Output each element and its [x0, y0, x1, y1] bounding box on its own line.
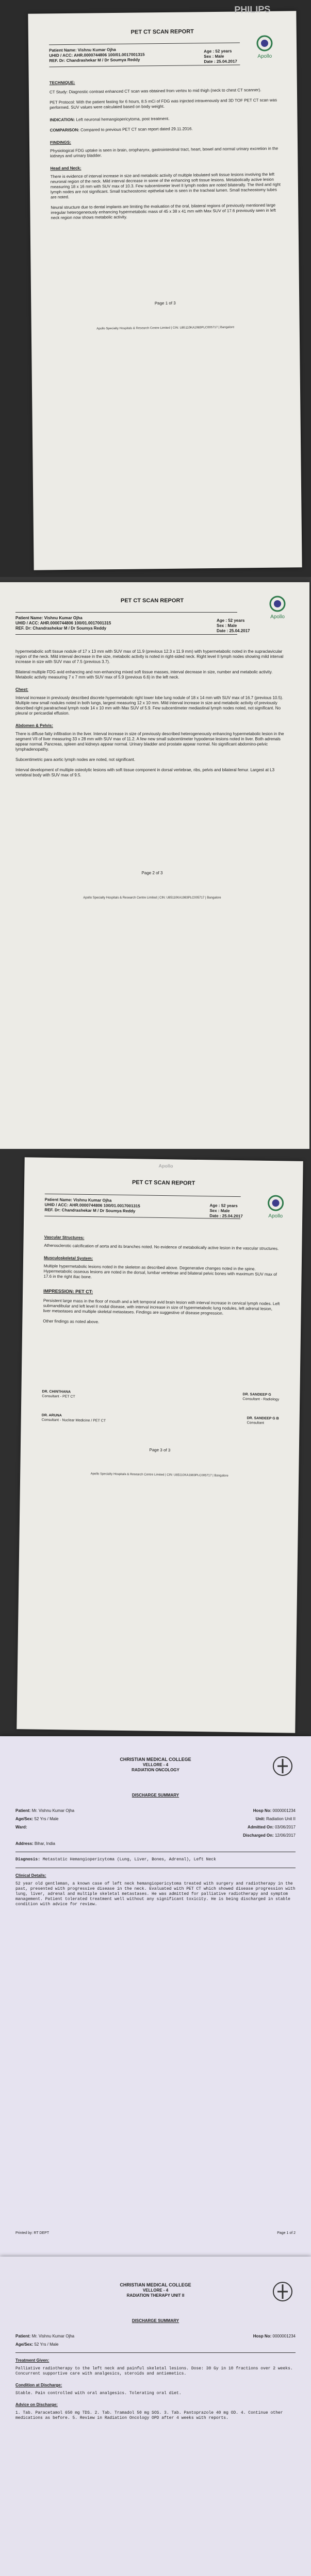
footer-left: Printed by: RT DEPT [15, 2231, 50, 2235]
hospital-place: VELLORE - 4 [142, 1762, 169, 1767]
svg-text:Apollo: Apollo [268, 1213, 283, 1219]
page-number: Page 2 of 3 [141, 871, 163, 875]
department: RADIATION THERAPY UNIT II [126, 2293, 185, 2298]
brand-watermark: Apollo [158, 1163, 173, 1169]
report-title: PET CT SCAN REPORT [120, 598, 184, 604]
page-footer: Apollo Specialty Hospitals & Research Centre Limited | CIN: U85110KA1983PLC005717 | Bangalore [90, 1472, 228, 1478]
signatory-name: DR. SANDEEP G B [247, 1416, 279, 1421]
cmc-logo-icon [268, 2277, 297, 2306]
report-page-1 [28, 4, 302, 570]
svg-text:Apollo: Apollo [270, 614, 285, 620]
page-footer: Apollo Specialty Hospitals & Research Centre Limited | CIN: U85110KA1983PLC005717 | Bangalore [83, 896, 221, 900]
body-section: Vascular Structures: Atherosclerotic calcification of aorta and its branches noted. No evidence of metabolically active lesion in the vascular structures. Musculoskeletal System: Multiple hypermetabolic lesions noted in the skeleton as described above. Degenerative changes noted in the spine. Hypermetabolic osseous lesions are noted in the dorsal, lumbar vertebrae and bilateral pelvic bones with maximum SUV max of 17.6 in the right iliac bone. IMPRESSION: PET CT: Persistent large mass in the floor of mouth and a left temporal avid brain lesion with interval increase in cervical lymph nodes. Left submandibular and left level II nodal disease, with interval increase in size of hypermetabolic lung nodules, left adrenal lesion, liver metastases and multiple skeletal metastases. Findings are suggestive of disease progression. Other findings as noted above. [43, 1234, 280, 1325]
signatory-role: Consultant - Nuclear Medicine / PET CT [41, 1418, 106, 1423]
patient-header: Patient Name: Vishnu Kumar Ojha UHID / ACC: AHR.0000744806 100/01.0017001315 REF. Dr: Chandrashekar M / Dr Soumya Reddy [44, 1194, 241, 1219]
apollo-logo-icon [261, 1192, 290, 1221]
signatures [42, 1389, 280, 1426]
signatory-role: Consultant [247, 1421, 265, 1425]
patient-meta: Age : 52 years Sex : Male Date : 25.04.2017 [209, 1203, 243, 1219]
signatory-name: DR. CHINTHANA [42, 1389, 71, 1394]
photo-page-1 [0, 0, 311, 577]
apollo-logo-icon [250, 32, 280, 61]
photo-page-5 [0, 2257, 311, 2576]
patient-header: Patient Name: Vishnu Kumar Ojha UHID / ACC: AHR.0000744806 100/01.0017001315 REF. Dr: Chandrashekar M / Dr Soumya Reddy [15, 612, 237, 635]
department: RADIATION ONCOLOGY [132, 1768, 179, 1772]
svg-text:Apollo: Apollo [257, 53, 272, 60]
patient-block: Patient: Mr. Vishnu Kumar Ojha Hosp No: 0000001234 Age/Sex: 52 Yrs / Male Unit: Radiation Unit II Ward: Admitted On: 03/06/2017 Discharged On: 12/06/2017 Address: Bihar, India Diagnosis: Metastatic Hemangiopericytoma (Lung, Liver, Bones, Adrenal), Left Neck Clinical Details: 52 year old gentleman, a known case of left neck hemangiopericytoma treated with surgery and radiotherapy in the past, presented with progressive disease in the neck. Evaluated with PET CT which showed disease progression with lung, liver, adrenal and multiple skeletal metastases. He was admitted for palliative radiotherapy and symptom management. Patient tolerated treatment well without any significant toxicity. He is being discharged in stable condition with advice for review. [15, 1808, 296, 1907]
patient-header: Patient Name: Vishnu Kumar Ojha UHID / ACC: AHR.0000744806 100/01.0017001315 REF. Dr: Chandrashekar M / Dr Soumya Reddy [49, 42, 240, 67]
photo-page-2 [0, 577, 311, 1149]
photo-page-4 [0, 1736, 311, 2257]
signatory-role: Consultant - PET CT [42, 1394, 75, 1399]
report-page-4 [0, 1736, 311, 2257]
brand-watermark: PHILIPS [234, 4, 271, 15]
page-number: Page 1 of 3 [154, 300, 176, 306]
footer-right: Page 1 of 2 [277, 2231, 296, 2235]
hospital-place: VELLORE - 4 [142, 2288, 169, 2293]
report-page-2 [0, 582, 309, 1149]
report-title: PET CT SCAN REPORT [132, 1179, 195, 1187]
body-section: hypermetabolic soft tissue nodule of 17 x 13 mm with SUV max of 11.9 (previous 12.3 x 11.9 mm) with hypermetabolic noted in the supraclavicular region of the neck. Mild interval decrease in the size, metabolic activity is noted in right-sided neck. Right level II lymph nodes showing mild interval increase in size with SUV max of 7.5 (previous 3.7). Bilateral multiple FDG avid enhancing and non-enhancing mixed soft tissue masses, interval decrease in size, number and metabolic activity. Metabolic activity measuring 7 x 7 mm with SUV max of 5.9 (previous 6.6) in the left neck. Chest: Interval increase in previously described discrete hypermetabolic right lower lobe lung nodule of 18 x 14 mm with SUV max of 16.7 (previous 10.5). Multiple new small nodules noted in both lungs, largest measuring 12 x 10 mm. Mild interval increase in size and metabolic activity of previously described right paratracheal lymph node 14 x 10 mm with Max SUV of 5.9. Few subcentimeter mediastinal lymph nodes noted, not significant. No pleural or pericardial effusion. Abdomen & Pelvis: There is diffuse fatty infiltration in the liver. Interval increase in size of previously described heterogeneously enhancing hypermetabolic lesion in the segment VII of liver measuring 33 x 28 mm with SUV max of 11.2. A few new small subcentimeter hypodense lesions noted in liver. Both adrenals appear normal. Pancreas, spleen and kidneys appear normal. Urinary bladder and prostate appear normal. No significant abdomino-pelvic lymphadenopathy. Subcentimetric para aortic lymph nodes are noted, not significant. Interval development of multiple osteolytic lesions with soft tissue component in dorsal vertebrae, ribs, pelvis and bilateral femur. Largest at L3 vertebral body with SUV max of 9.5. [15, 649, 284, 777]
report-title: PET CT SCAN REPORT [130, 28, 194, 36]
signatory-name: DR. SANDEEP G [242, 1393, 271, 1397]
patient-meta: Age : 52 years Sex : Male Date : 25.04.2017 [217, 618, 250, 633]
cmc-logo-icon [268, 1752, 297, 1781]
signatory-role: Consultant - Radiology [242, 1397, 280, 1402]
patient-meta: Age : 52 years Sex : Male Date : 25.04.2017 [204, 48, 237, 64]
photo-page-3 [0, 1149, 311, 1736]
patient-block: Patient: Mr. Vishnu Kumar Ojha Hosp No: 0000001234 Age/Sex: 52 Yrs / Male Treatment Given: Palliative radiotherapy to the left neck and painful skeletal lesions. Dose: 30 Gy in 10 fractions over 2 weeks. Concurrent supportive care with analgesics, steroids and antiemetics. Condition at Discharge: Stable. Pain controlled with oral analgesics. Tolerating oral diet. Advice on Discharge: 1. Tab. Paracetamol 650 mg TDS. 2. Tab. Tramadol 50 mg SOS. 3. Tab. Pantoprazole 40 mg OD. 4. Continue other medications as before. 5. Review in Radiation Oncology OPD after 4 weeks with reports. [15, 2334, 296, 2420]
apollo-logo-icon [263, 592, 292, 621]
hospital-name: CHRISTIAN MEDICAL COLLEGE [120, 1757, 191, 1762]
page-number: Page 3 of 3 [149, 1447, 171, 1453]
hospital-name: CHRISTIAN MEDICAL COLLEGE [120, 2282, 191, 2287]
page-footer: Apollo Specialty Hospitals & Research Centre Limited | CIN: U85110KA1983PLC005717 | Bangalore [96, 326, 235, 331]
report-page-3 [17, 1157, 303, 1733]
technique-section: TECHNIQUE: CT Study: Diagnostic contrast enhanced CT scan was obtained from vertex to mid thigh (neck to chest CT scanner). PET Protocol: With the patient fasting for 6 hours, 8.5 mCi of FDG was injected intravenously and 3D TOF PET CT scan was performed. SUV values were calculated based on body weight. INDICATION: Left neuronal hemangiopericytoma, post treatment. COMPARISON: Compared to previous PET CT scan report dated 29.11.2016. FINDINGS: Physiological FDG uptake is seen in brain, oropharynx, gastrointestinal tract, heart, bowel and normal urinary excretion in the kidneys and urinary bladder. Head and Neck: There is evidence of interval increase in size and metabolic activity of multiple lobulated soft tissue lesions involving the left neuronal region of the neck. Mild interval decrease in some of the enhancing soft tissue lesions. Metabolically active lesion measuring 18 x 16 mm with SUV max of 10.3. Few subcentimeter level II lymph nodes are noted bilaterally. The third and right lymph nodes are not significant. Small tracheostomic epithelial tube is seen in the tracheal lumen. Small tracheostomy tubes are noted. Neural structure due to dental implants are limiting the evaluation of the oral, bilateral regions of previously mentioned large irregular heterogeneously enhancing hypermetabolic mass of 45 x 38 x 41 mm with Max SUV of 17.6 previously seen in left neck region now shows metabolic activity. [49, 80, 281, 221]
report-page-5 [0, 2257, 311, 2576]
signatory-name: DR. ARUNA [41, 1413, 62, 1418]
document-title: DISCHARGE SUMMARY [132, 2318, 179, 2323]
document-title: DISCHARGE SUMMARY [132, 1793, 179, 1798]
